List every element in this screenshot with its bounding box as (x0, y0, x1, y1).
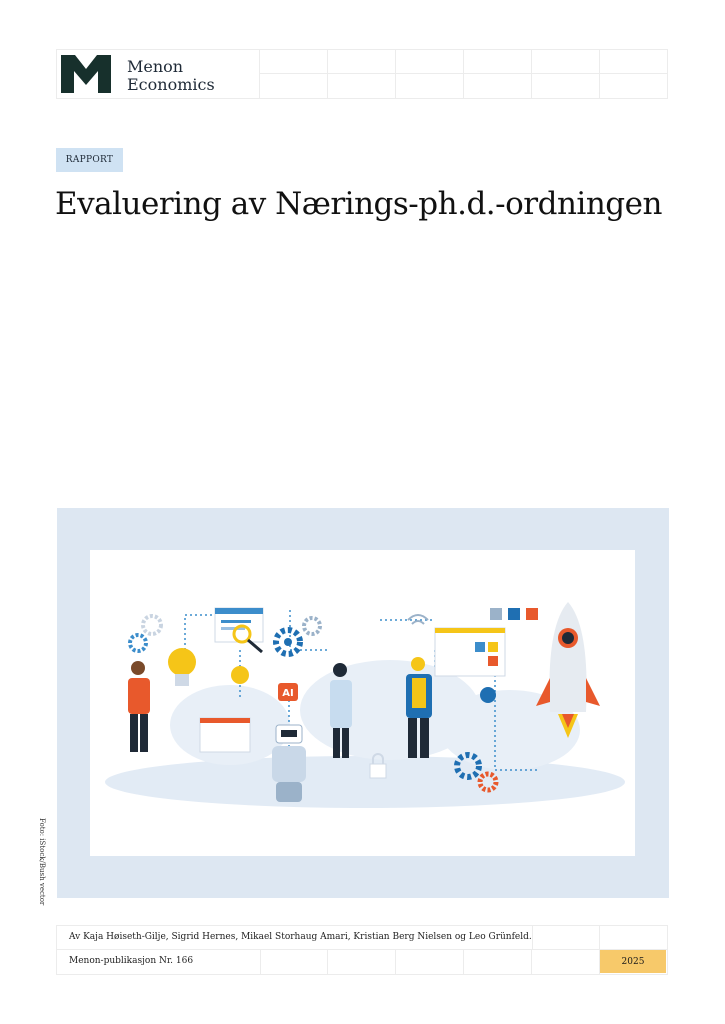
header-cell (464, 74, 532, 98)
menon-logo-icon (61, 55, 111, 93)
header-cell (260, 74, 328, 98)
footer-cell (260, 950, 328, 974)
ai-badge-label: AI (282, 688, 294, 699)
logo-text-economics: Economics (127, 75, 215, 94)
publication-number: Menon-publikasjon Nr. 166 (69, 956, 194, 966)
header-cell (464, 50, 532, 74)
header-cell (532, 50, 600, 74)
image-card-icon (200, 718, 250, 752)
photo-credit: Foto: iStock/Bush vector (38, 818, 46, 906)
page-title: Evaluering av Nærings-ph.d.-ordningen (55, 186, 662, 222)
footer-cell (328, 950, 396, 974)
footer-cell (396, 950, 464, 974)
gear-icon (130, 616, 161, 651)
innovation-illustration (90, 550, 635, 856)
report-tag: RAPPORT (56, 148, 123, 172)
header-cell (600, 74, 667, 98)
robot-icon (272, 725, 306, 802)
publication-year: 2025 (600, 950, 666, 973)
header-cell (600, 50, 667, 74)
lightbulb-icon (168, 648, 196, 686)
check-icon (231, 666, 249, 684)
header-cell (260, 50, 328, 74)
footer-cell (600, 926, 667, 950)
shapes-icon (490, 608, 502, 620)
header-cell (328, 74, 396, 98)
header-cell (532, 74, 600, 98)
person-icon (128, 661, 150, 752)
authors-line: Av Kaja Høiseth-Gilje, Sigrid Hernes, Mikael Storhaug Amari, Kristian Berg Nielsen og Leo Grünfeld. (69, 932, 532, 942)
footer-cell (532, 950, 600, 974)
ai-chip-icon (278, 683, 298, 701)
footer-cell (532, 926, 600, 950)
header-cell (396, 50, 464, 74)
header-cell (396, 74, 464, 98)
header-cell (328, 50, 396, 74)
gear-icon (276, 618, 320, 654)
logo-text-menon: Menon (127, 57, 184, 76)
cover-image (90, 550, 635, 856)
footer-cell (464, 950, 532, 974)
clock-icon (480, 687, 496, 703)
